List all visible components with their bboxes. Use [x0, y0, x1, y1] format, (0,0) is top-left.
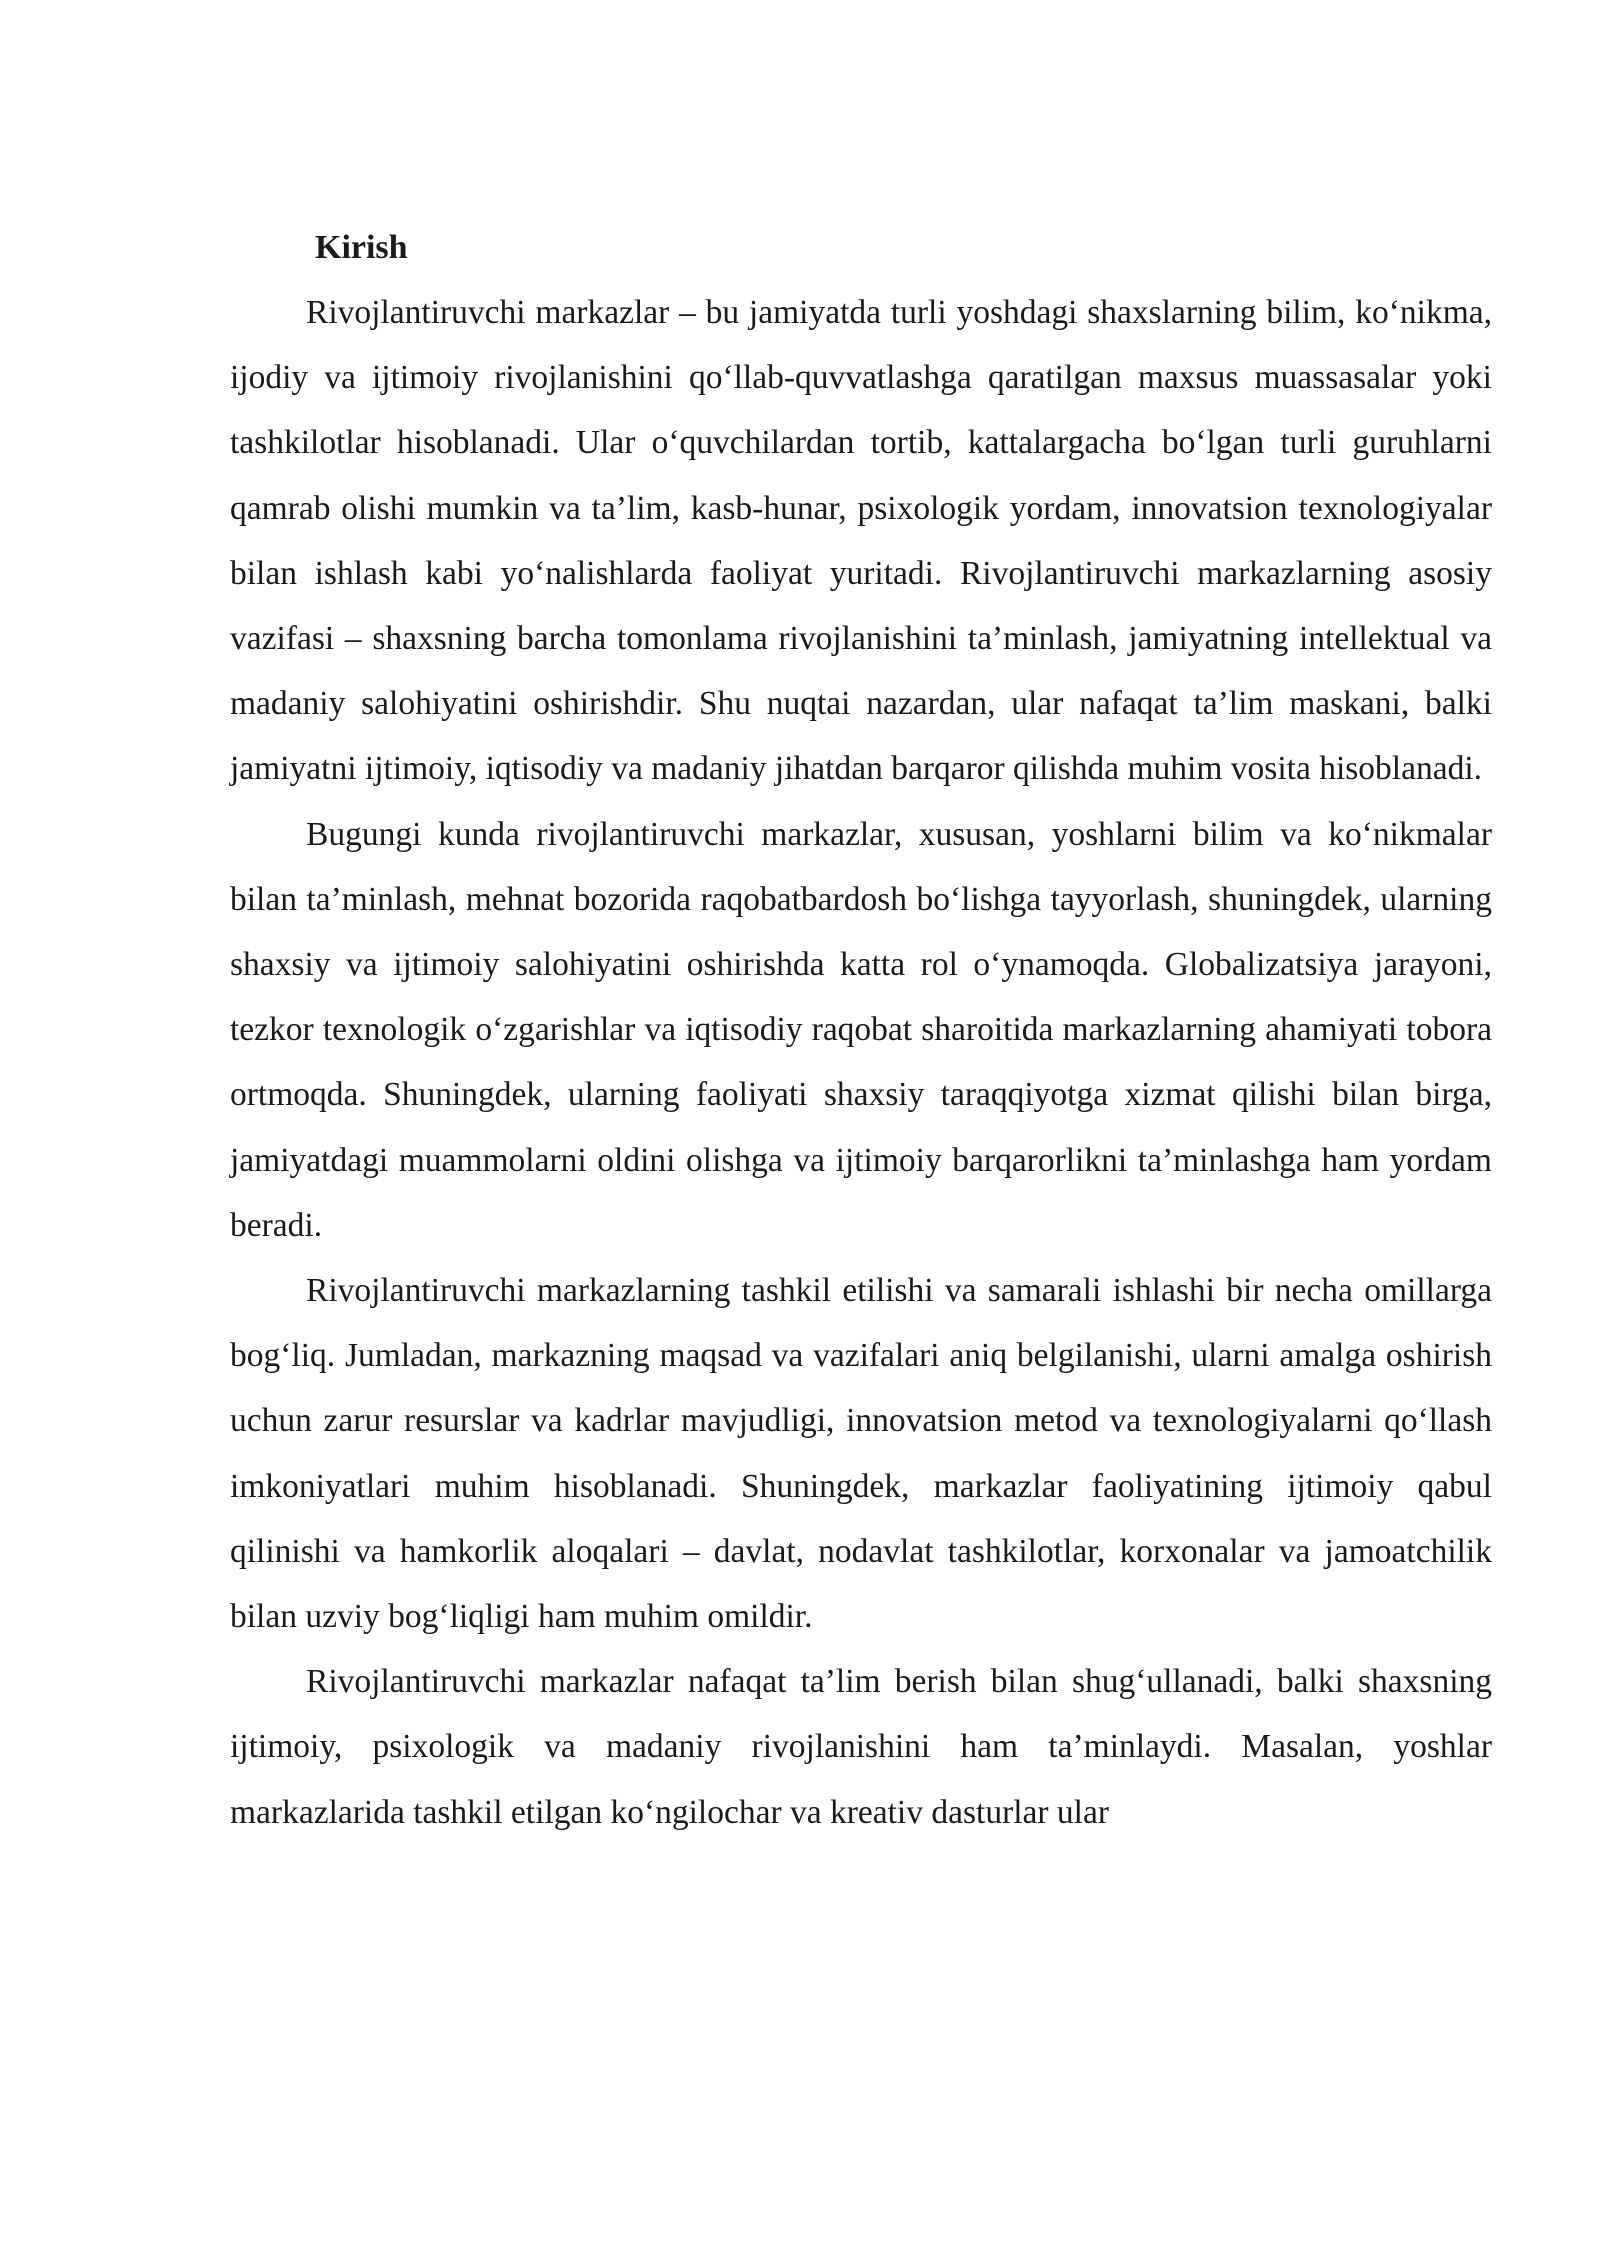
document-body — [230, 215, 1492, 1845]
paragraph-1: Rivojlantiruvchi markazlar – bu jamiyatda turli yoshdagi shaxslarning bilim, ko‘nikma, ijodiy va ijtimoiy rivojlanishini qo‘llab-quvvatlashga qaratilgan maxsus muassasalar yoki tashkilotlar hisoblanadi. Ular o‘quvchilardan tortib, kattalargacha bo‘lgan turli guruhlarni qamrab olishi mumkin va ta’lim, kasb-hunar, psixologik yordam, innovatsion texnologiyalar bilan ishlash kabi yo‘nalishlarda faoliyat yuritadi. Rivojlantiruvchi markazlarning asosiy vazifasi – shaxsning barcha tomonlama rivojlanishini ta’minlash, jamiyatning intellektual va madaniy salohiyatini oshirishdir. Shu nuqtai nazardan, ular nafaqat ta’lim maskani, balki jamiyatni ijtimoiy, iqtisodiy va madaniy jihatdan barqaror qilishda muhim vosita hisoblanadi. — [230, 294, 1492, 788]
paragraph-2: Bugungi kunda rivojlantiruvchi markazlar, xususan, yoshlarni bilim va ko‘nikmalar bilan ta’minlash, mehnat bozorida raqobatbardosh bo‘lishga tayyorlash, shuningdek, ularning shaxsiy va ijtimoiy salohiyatini oshirishda katta rol o‘ynamoqda. Globalizatsiya jarayoni, tezkor texnologik o‘zgarishlar va iqtisodiy raqobat sharoitida markazlarning ahamiyati tobora ortmoqda. Shuningdek, ularning faoliyati shaxsiy taraqqiyotga xizmat qilishi bilan birga, jamiyatdagi muammolarni oldini olishga va ijtimoiy barqarorlikni ta’minlashga ham yordam beradi. — [230, 815, 1492, 1244]
section-heading: Kirish — [315, 229, 408, 266]
paragraph-3: Rivojlantiruvchi markazlarning tashkil etilishi va samarali ishlashi bir necha omillarga bog‘liq. Jumladan, markazning maqsad va vazifalari aniq belgilanishi, ularni amalga oshirish uchun zarur resurslar va kadrlar mavjudligi, innovatsion metod va texnologiyalarni qo‘llash imkoniyatlari muhim hisoblanadi. Shuningdek, markazlar faoliyatining ijtimoiy qabul qilinishi va hamkorlik aloqalari – davlat, nodavlat tashkilotlar, korxonalar va jamoatchilik bilan uzviy bog‘liqligi ham muhim omildir. — [230, 1272, 1492, 1636]
paragraph-4: Rivojlantiruvchi markazlar nafaqat ta’lim berish bilan shug‘ullanadi, balki shaxsning ijtimoiy, psixologik va madaniy rivojlanishini ham ta’minlaydi. Masalan, yoshlar markazlarida tashkil etilgan ko‘ngilochar va kreativ dasturlar ular — [230, 1663, 1492, 1831]
